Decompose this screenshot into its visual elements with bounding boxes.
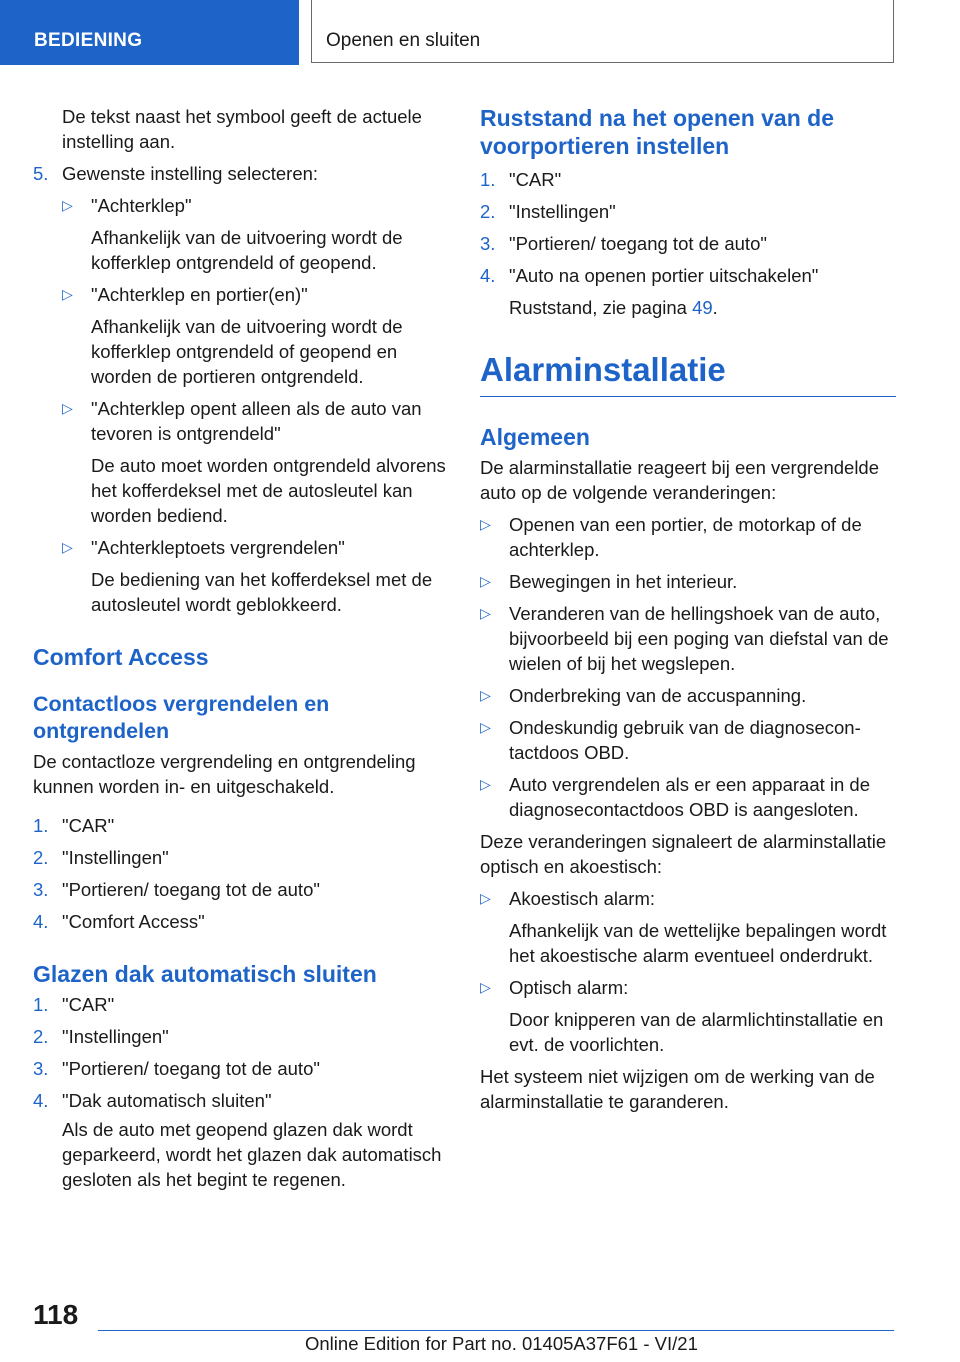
step-text: "Instellingen"	[62, 1026, 169, 1047]
chapter-title: Openen en sluiten	[326, 30, 481, 51]
option-desc: Afhankelijk van de uitvoering wordt de kofferklep ontgrendeld of geopend.	[91, 227, 403, 273]
step-text: "Portieren/ toegang tot de auto"	[62, 879, 320, 900]
change-text: Bewegingen in het interieur.	[509, 571, 738, 592]
change-text: Onderbreking van de accuspanning.	[509, 685, 807, 706]
list-item	[480, 715, 896, 765]
triangle-bullet-icon: ▷	[62, 286, 73, 302]
step-text: "Comfort Access"	[62, 911, 205, 932]
option-label: "Achterklep en portier(en)"	[91, 284, 308, 305]
option-desc: De bediening van het kofferdeksel met de autosleutel wordt geblokkeerd.	[91, 569, 433, 615]
comfort-steps	[33, 813, 448, 934]
step-number: 3.	[33, 1058, 49, 1079]
edition-footer: Online Edition for Part no. 01405A37F61 - VI/21	[305, 1333, 698, 1354]
alarm-label: Optisch alarm:	[509, 977, 629, 998]
step-number: 2.	[33, 1026, 49, 1047]
step-text: "Auto na openen portier uitschakelen"	[509, 265, 819, 286]
glazen-steps	[33, 992, 448, 1192]
signal-text: Deze veranderingen signaleert de alarminstallatie optisch en akoestisch:	[480, 831, 887, 877]
intro-text: De tekst naast het symbool geeft de actuele instelling aan.	[62, 106, 422, 152]
list-item	[480, 231, 896, 256]
alarm-item	[480, 975, 896, 1057]
list-item	[480, 263, 896, 288]
heading-divider	[480, 396, 896, 397]
page-reference-link[interactable]: 49	[692, 297, 713, 318]
step-5	[33, 161, 448, 186]
step-number: 5.	[33, 163, 49, 184]
step-text: "CAR"	[509, 169, 562, 190]
triangle-bullet-icon: ▷	[480, 719, 491, 735]
alarm-label: Akoestisch alarm:	[509, 888, 655, 909]
footer-divider	[98, 1330, 894, 1331]
algemeen-heading: Algemeen	[480, 424, 590, 450]
list-item	[480, 569, 896, 594]
list-item	[480, 167, 896, 192]
option-item	[62, 193, 448, 275]
triangle-bullet-icon: ▷	[480, 890, 491, 906]
section-tab	[0, 0, 299, 65]
list-item	[33, 1024, 448, 1049]
step-number: 4.	[480, 265, 496, 286]
contactloos-text: De contactloze vergrendeling en ontgrendeling kunnen worden in- en uitgeschakeld.	[33, 751, 416, 797]
step-number: 2.	[33, 847, 49, 868]
triangle-bullet-icon: ▷	[480, 516, 491, 532]
step-number: 4.	[33, 911, 49, 932]
triangle-bullet-icon: ▷	[480, 573, 491, 589]
change-text: Ondeskundig gebruik van de diagnosecontactdoos OBD.	[509, 717, 861, 763]
section-title: BEDIENING	[34, 30, 143, 51]
ruststand-steps	[480, 167, 896, 320]
triangle-bullet-icon: ▷	[62, 197, 73, 213]
option-item	[62, 282, 448, 389]
step-number: 1.	[33, 815, 49, 836]
list-item	[480, 601, 896, 676]
option-desc: Afhankelijk van de uitvoering wordt de kofferklep ontgrendeld of geopend en worden de portieren ontgrendeld.	[91, 316, 403, 387]
comfort-access-heading: Comfort Access	[33, 644, 209, 670]
option-item	[62, 535, 448, 617]
change-text: Veranderen van de hellingshoek van de auto, bijvoorbeeld bij een poging van diefstal van de wielen of bij het wegslepen.	[509, 603, 889, 674]
list-item	[33, 992, 448, 1017]
ruststand-heading: Ruststand na het openen van de voorportieren instellen	[480, 105, 834, 159]
step-text: "Portieren/ toegang tot de auto"	[509, 233, 767, 254]
list-item	[33, 845, 448, 870]
right-column	[480, 104, 896, 1114]
triangle-bullet-icon: ▷	[62, 539, 73, 555]
triangle-bullet-icon: ▷	[480, 687, 491, 703]
note-period: .	[712, 297, 718, 318]
option-label: "Achterklep"	[91, 195, 192, 216]
step-text: "Portieren/ toegang tot de auto"	[62, 1058, 320, 1079]
glazen-dak-heading: Glazen dak automatisch sluiten	[33, 961, 377, 987]
step-text: "Instellingen"	[62, 847, 169, 868]
step-text: "Instellingen"	[509, 201, 616, 222]
list-item	[33, 909, 448, 934]
list-item	[480, 772, 896, 822]
list-item	[33, 813, 448, 838]
page-number: 118	[33, 1299, 79, 1330]
left-column	[33, 104, 448, 1192]
option-label: "Achterkleptoets vergrendelen"	[91, 537, 345, 558]
closing-text: Het systeem niet wijzigen om de werking van de alarminstallatie te garanderen.	[480, 1066, 875, 1112]
list-item	[33, 1056, 448, 1081]
step-number: 3.	[33, 879, 49, 900]
step-number: 2.	[480, 201, 496, 222]
step-number: 3.	[480, 233, 496, 254]
step-number: 4.	[33, 1090, 49, 1111]
list-item	[33, 877, 448, 902]
list-item	[480, 683, 896, 708]
algemeen-text: De alarminstallatie reageert bij een vergrendelde auto op de volgende veranderingen:	[480, 457, 880, 503]
option-desc: De auto moet worden ontgrendeld alvorens het kofferdeksel met de autosleutel kan worden bediend.	[91, 455, 446, 526]
ruststand-note	[480, 295, 896, 320]
change-text: Auto vergrendelen als er een apparaat in de diagnosecontactdoos OBD is aangesloten.	[509, 774, 871, 820]
alarminstallatie-heading: Alarminstallatie	[480, 351, 726, 388]
step-text: "CAR"	[62, 994, 115, 1015]
triangle-bullet-icon: ▷	[480, 776, 491, 792]
triangle-bullet-icon: ▷	[480, 979, 491, 995]
note-text: Ruststand, zie pagina	[509, 297, 693, 318]
change-text: Openen van een portier, de motorkap of de achterklep.	[509, 514, 862, 560]
alarm-desc: Afhankelijk van de wettelijke bepalingen wordt het akoestische alarm eventueel onderdrukt.	[509, 920, 887, 966]
option-item	[62, 396, 448, 528]
glazen-note: Als de auto met geopend glazen dak wordt geparkeerd, wordt het glazen dak automatisch gesloten als het begint te regenen.	[62, 1119, 442, 1190]
triangle-bullet-icon: ▷	[480, 605, 491, 621]
list-item	[33, 1088, 448, 1113]
alarm-desc: Door knipperen van de alarmlichtinstallatie en evt. de voorlichten.	[509, 1009, 884, 1055]
step-number: 1.	[33, 994, 49, 1015]
step-text: Gewenste instelling selecteren:	[62, 163, 319, 184]
alarm-item	[480, 886, 896, 968]
contactloos-heading: Contactloos vergrendelen en ontgrendelen	[33, 692, 330, 743]
chapter-tab	[311, 0, 894, 63]
option-label: "Achterklep opent alleen als de auto van tevoren is ontgrendeld"	[91, 398, 422, 444]
list-item	[480, 512, 896, 562]
step-text: "Dak automatisch sluiten"	[62, 1090, 272, 1111]
list-item	[480, 199, 896, 224]
step-number: 1.	[480, 169, 496, 190]
triangle-bullet-icon: ▷	[62, 400, 73, 416]
step-text: "CAR"	[62, 815, 115, 836]
